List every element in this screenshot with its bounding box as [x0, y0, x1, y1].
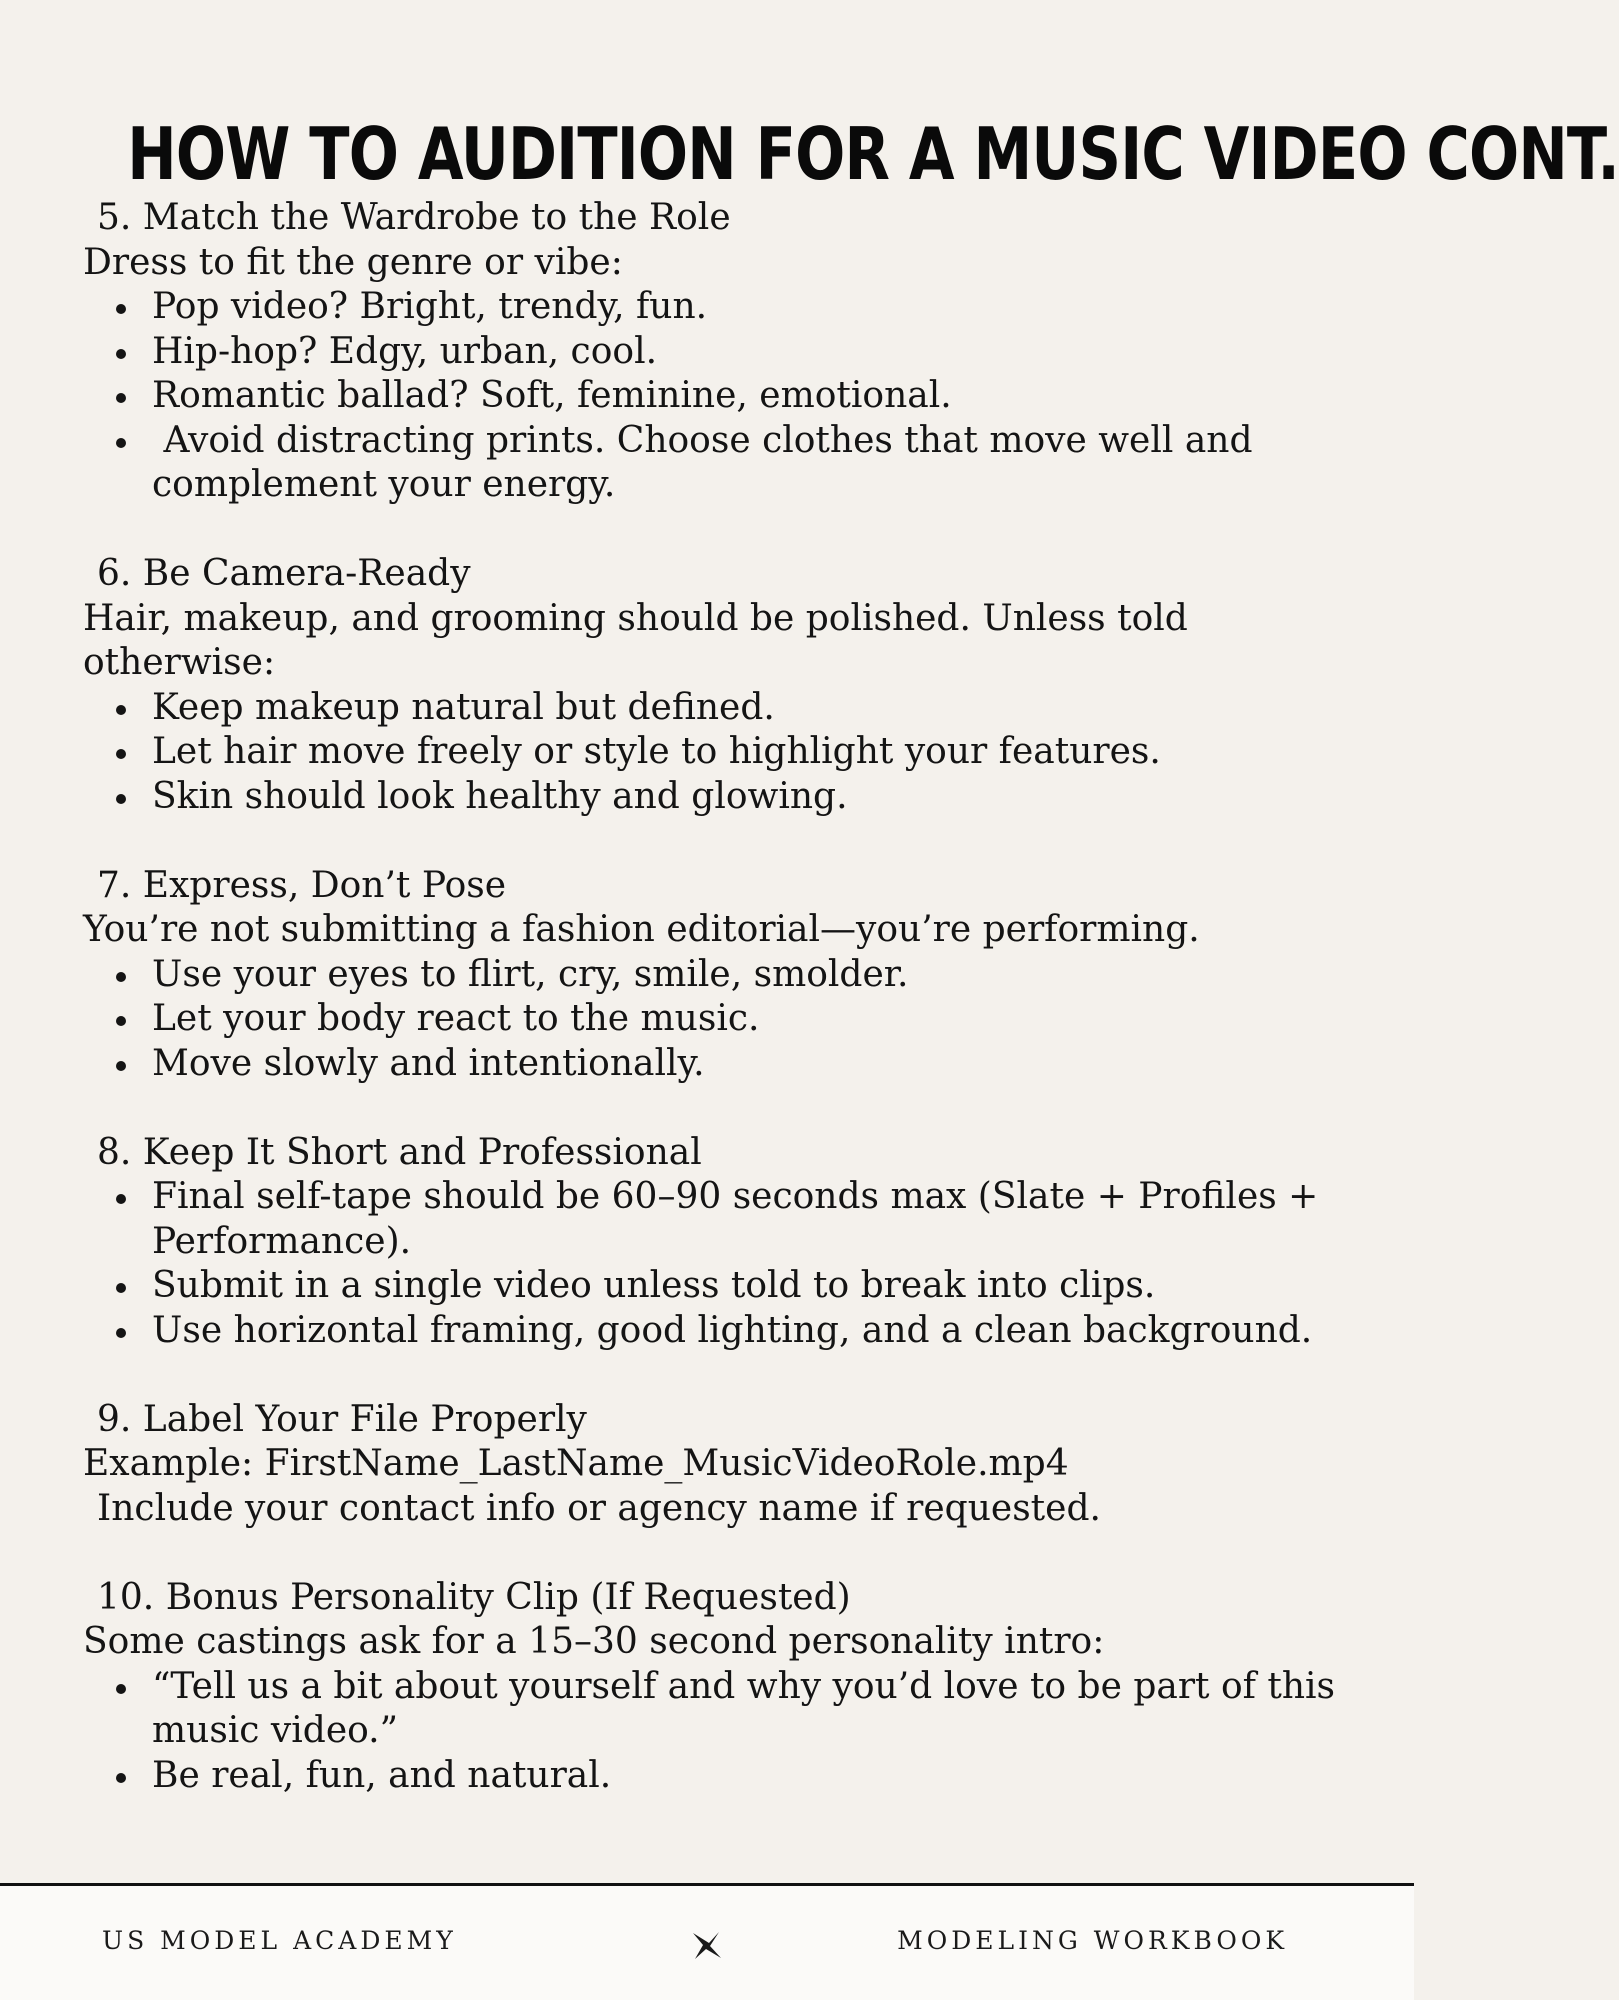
section-heading: 10. Bonus Personality Clip (If Requested): [97, 1576, 851, 1618]
footer-brand: US MODEL ACADEMY: [102, 1926, 457, 1955]
list-item: Hip-hop? Edgy, urban, cool.: [83, 330, 1343, 375]
page-title: HOW TO AUDITION FOR A MUSIC VIDEO CONT.: [127, 112, 1619, 197]
workbook-content: [83, 196, 1343, 1843]
section-intro: You’re not submitting a fashion editorial—you’re performing.: [83, 909, 1200, 950]
list-item: Move slowly and intentionally.: [83, 1042, 1343, 1087]
bullet-list: [83, 1665, 1343, 1799]
section-heading: 9. Label Your File Properly: [97, 1398, 587, 1440]
section-label-file: [83, 1398, 1343, 1532]
section-heading: 8. Keep It Short and Professional: [97, 1131, 702, 1173]
list-item: “Tell us a bit about yourself and why you’d love to be part of this music video.”: [83, 1665, 1343, 1754]
section-heading: 6. Be Camera-Ready: [97, 553, 471, 594]
section-heading: 5. Match the Wardrobe to the Role: [97, 197, 731, 238]
four-point-star-icon: [690, 1928, 724, 1962]
section-heading: 7. Express, Don’t Pose: [97, 864, 507, 906]
footer-title: MODELING WORKBOOK: [897, 1926, 1288, 1955]
list-item: Use your eyes to flirt, cry, smile, smolder.: [83, 953, 1343, 998]
list-item: Use horizontal framing, good lighting, and a clean background.: [83, 1309, 1343, 1354]
section-wardrobe: [83, 196, 1343, 508]
section-note: Include your contact info or agency name if requested.: [97, 1487, 1101, 1529]
list-item: Keep makeup natural but defined.: [83, 686, 1343, 731]
list-item: Final self-tape should be 60–90 seconds max (Slate + Profiles + Performance).: [83, 1175, 1343, 1264]
bullet-list: [83, 1175, 1343, 1353]
list-item: Let hair move freely or style to highlight your features.: [83, 730, 1343, 775]
page-footer: [0, 1886, 1414, 2000]
section-intro: Dress to fit the genre or vibe:: [83, 241, 623, 283]
section-short-professional: [83, 1131, 1343, 1354]
section-intro: Example: FirstName_LastName_MusicVideoRole.mp4: [83, 1443, 1069, 1484]
list-item: Let your body react to the music.: [83, 997, 1343, 1042]
section-intro: Hair, makeup, and grooming should be polished. Unless told otherwise:: [83, 597, 1188, 683]
section-express: [83, 864, 1343, 1087]
section-camera-ready: [83, 552, 1343, 819]
list-item: Avoid distracting prints. Choose clothes that move well and complement your energy.: [83, 419, 1343, 508]
bullet-list: [83, 285, 1343, 508]
bullet-list: [83, 686, 1343, 820]
bullet-list: [83, 953, 1343, 1087]
section-personality-clip: [83, 1576, 1343, 1799]
section-intro: Some castings ask for a 15–30 second personality intro:: [83, 1621, 1105, 1662]
list-item: Romantic ballad? Soft, feminine, emotional.: [83, 374, 1343, 419]
list-item: Be real, fun, and natural.: [83, 1754, 1343, 1799]
list-item: Submit in a single video unless told to break into clips.: [83, 1264, 1343, 1309]
list-item: Skin should look healthy and glowing.: [83, 775, 1343, 820]
list-item: Pop video? Bright, trendy, fun.: [83, 285, 1343, 330]
